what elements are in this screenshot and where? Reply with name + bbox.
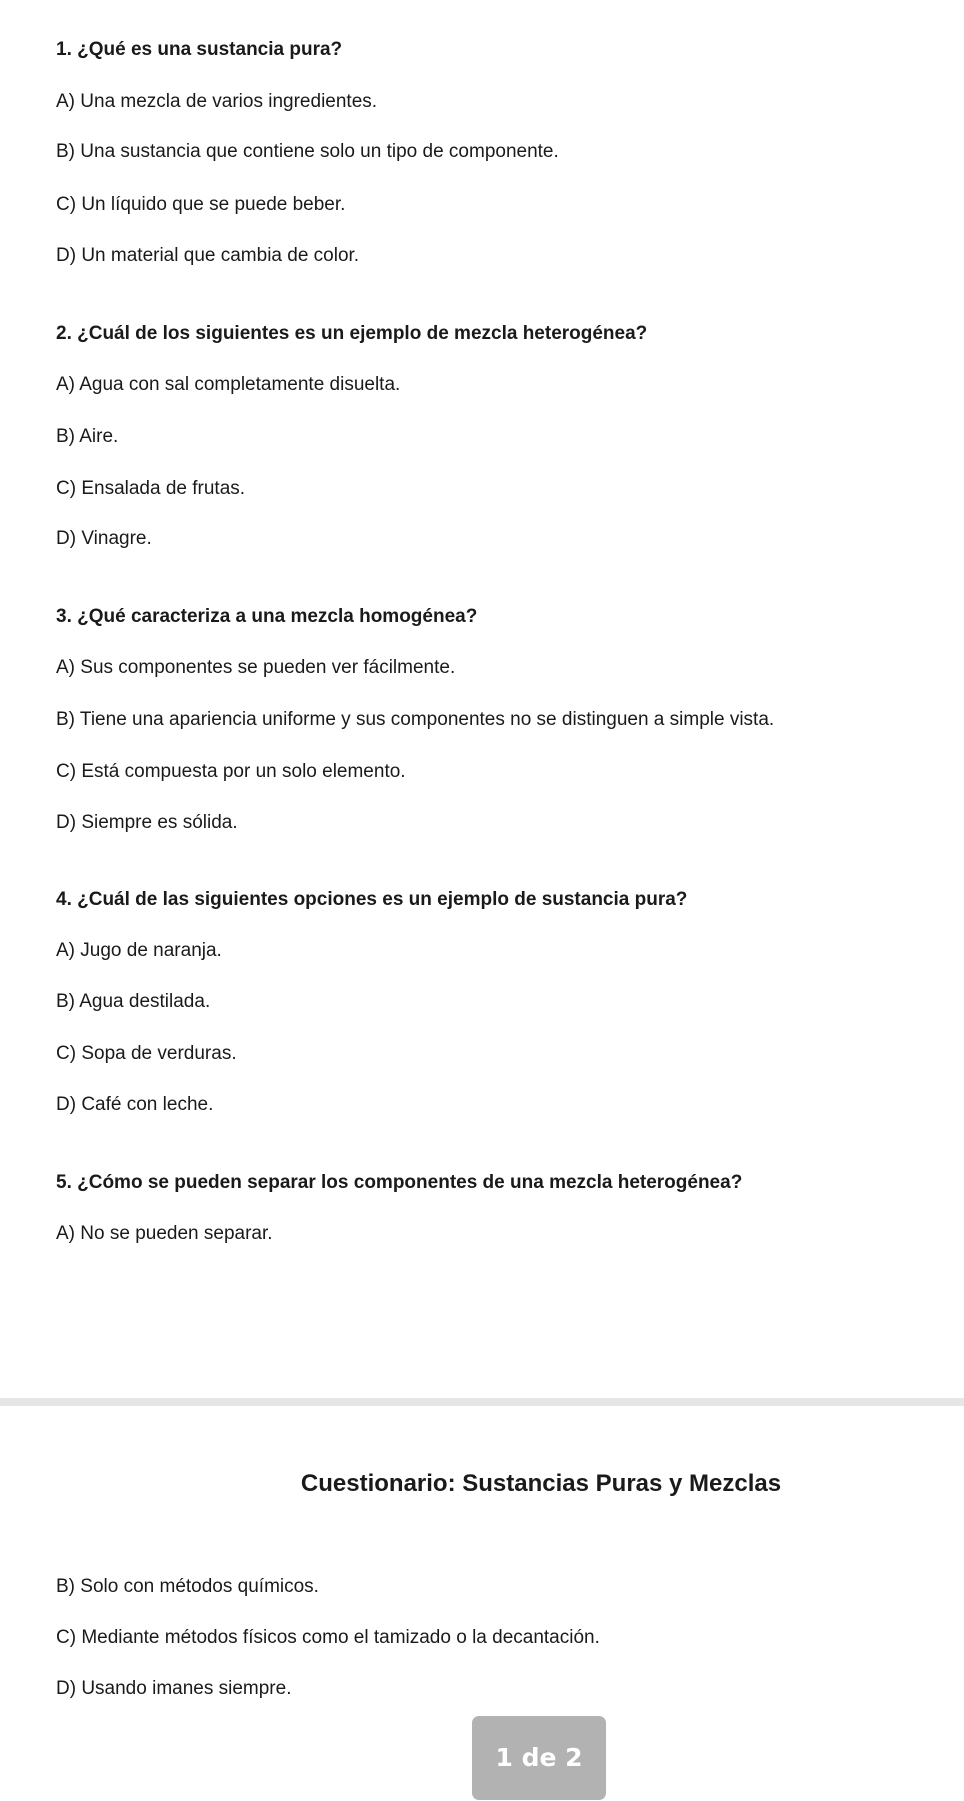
question-1-option-b: B) Una sustancia que contiene solo un tipo de componente.: [56, 141, 559, 162]
question-5-option-d: D) Usando imanes siempre.: [56, 1678, 292, 1699]
page-separator: [0, 1398, 964, 1406]
question-5-option-c: C) Mediante métodos físicos como el tamizado o la decantación.: [56, 1627, 600, 1648]
question-3-option-d: D) Siempre es sólida.: [56, 812, 238, 833]
question-3-option-a: A) Sus componentes se pueden ver fácilmente.: [56, 657, 456, 678]
question-3-option-c: C) Está compuesta por un solo elemento.: [56, 761, 406, 782]
question-5-option-b: B) Solo con métodos químicos.: [56, 1576, 319, 1597]
question-1-option-d: D) Un material que cambia de color.: [56, 245, 360, 266]
question-1: 1. ¿Qué es una sustancia pura?: [56, 39, 343, 60]
question-2-option-c: C) Ensalada de frutas.: [56, 478, 246, 499]
question-1-option-a: A) Una mezcla de varios ingredientes.: [56, 91, 378, 112]
question-5: 5. ¿Cómo se pueden separar los componentes de una mezcla heterogénea?: [56, 1172, 743, 1193]
question-5-option-a: A) No se pueden separar.: [56, 1223, 273, 1244]
question-3-option-b: B) Tiene una apariencia uniforme y sus componentes no se distinguen a simple vista.: [56, 709, 775, 730]
question-4-option-c: C) Sopa de verduras.: [56, 1043, 237, 1064]
question-4: 4. ¿Cuál de las siguientes opciones es un ejemplo de sustancia pura?: [56, 889, 688, 910]
document-title: Cuestionario: Sustancias Puras y Mezclas: [300, 1470, 782, 1497]
question-2-option-b: B) Aire.: [56, 426, 119, 447]
question-4-option-a: A) Jugo de naranja.: [56, 940, 222, 961]
question-4-option-d: D) Café con leche.: [56, 1094, 214, 1115]
question-2-option-a: A) Agua con sal completamente disuelta.: [56, 374, 401, 395]
page-indicator: 1 de 2: [472, 1716, 606, 1800]
question-1-option-c: C) Un líquido que se puede beber.: [56, 194, 346, 215]
question-2: 2. ¿Cuál de los siguientes es un ejemplo de mezcla heterogénea?: [56, 323, 648, 344]
question-2-option-d: D) Vinagre.: [56, 528, 152, 549]
question-4-option-b: B) Agua destilada.: [56, 991, 211, 1012]
question-3: 3. ¿Qué caracteriza a una mezcla homogénea?: [56, 606, 478, 627]
